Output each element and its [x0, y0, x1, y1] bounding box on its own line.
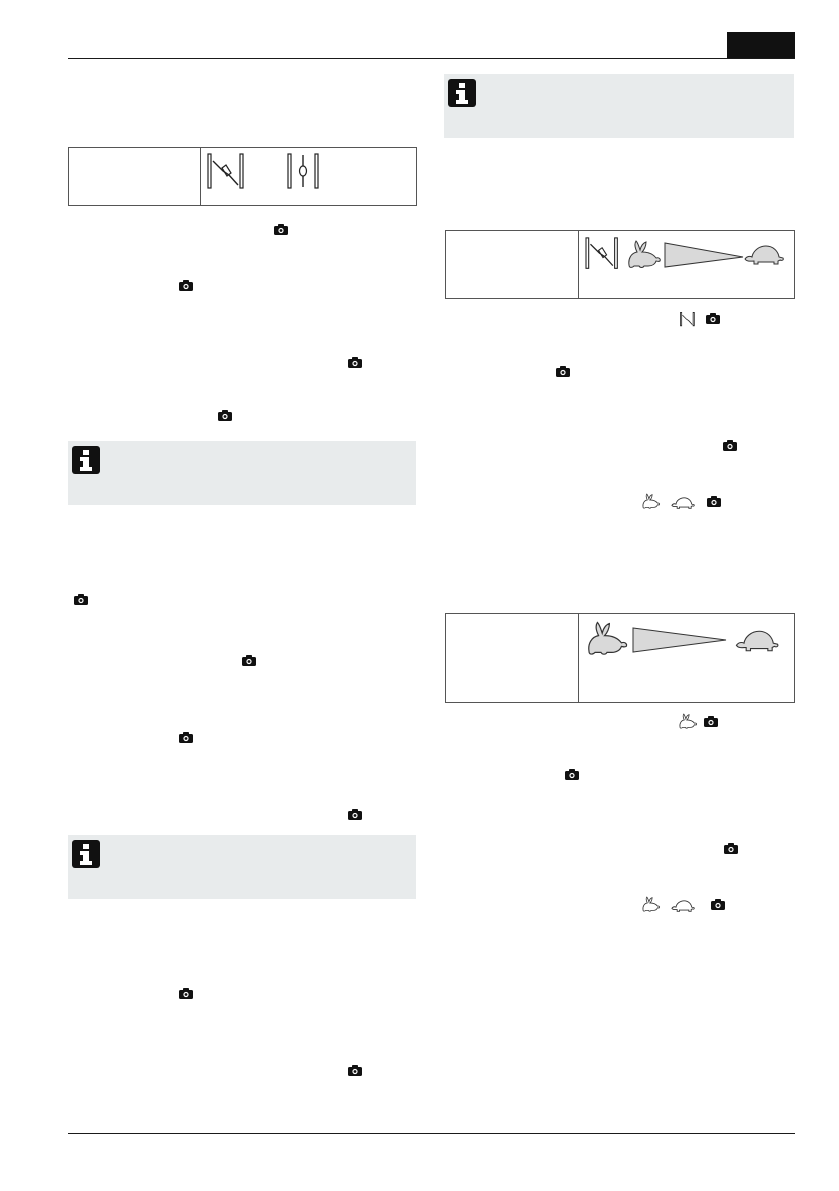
camera-icon [348, 809, 362, 820]
camera-icon [348, 357, 362, 368]
clutch-lever-icon [207, 153, 247, 191]
clutch-lever-icon [585, 237, 621, 271]
figure-table-speed-clutch [445, 230, 795, 299]
camera-icon [704, 716, 718, 727]
camera-icon [74, 594, 88, 605]
figure-table-divider [200, 148, 201, 205]
info-box [444, 74, 794, 138]
camera-icon [711, 899, 725, 910]
camera-icon [565, 769, 579, 780]
tortoise-icon [743, 243, 785, 267]
camera-icon [179, 988, 193, 999]
info-box [68, 835, 416, 899]
hare-icon [678, 713, 698, 729]
hare-icon [641, 896, 661, 912]
camera-icon [242, 655, 256, 666]
info-box [68, 441, 416, 505]
figure-table-clutch [68, 147, 417, 206]
tortoise-icon [733, 628, 781, 654]
hare-icon [641, 493, 661, 509]
tortoise-icon [670, 496, 696, 510]
clutch-lever-icon [680, 312, 696, 327]
camera-icon [348, 1065, 362, 1076]
info-icon [448, 79, 476, 107]
camera-icon [218, 410, 232, 421]
speed-wedge-icon [632, 627, 727, 653]
header-rule [68, 58, 795, 59]
tortoise-icon [670, 899, 696, 913]
figure-table-divider [578, 614, 579, 702]
camera-icon [179, 732, 193, 743]
camera-icon [724, 843, 738, 854]
info-icon [72, 840, 100, 868]
speed-wedge-icon [664, 241, 744, 269]
clutch-engaged-icon [285, 153, 325, 191]
hare-icon [626, 239, 662, 269]
footer-rule [68, 1133, 795, 1134]
camera-icon [274, 224, 288, 235]
info-icon [72, 446, 100, 474]
camera-icon [556, 366, 570, 377]
figure-table-speed [445, 613, 795, 703]
camera-icon [707, 496, 721, 507]
header-tab [727, 32, 795, 59]
camera-icon [706, 313, 720, 324]
hare-icon [585, 620, 629, 656]
camera-icon [723, 440, 737, 451]
figure-table-divider [578, 231, 579, 298]
camera-icon [179, 280, 193, 291]
